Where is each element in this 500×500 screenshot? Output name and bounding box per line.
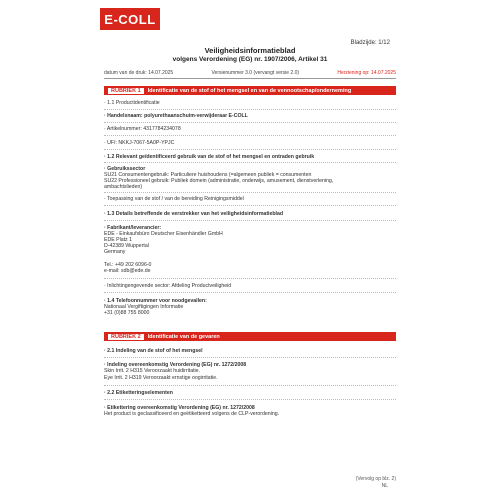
section-2-label: RUBRIEK 2 [108,334,144,340]
text-line: EDE Platz 1 [104,237,132,243]
date-row [104,70,396,79]
divider [104,385,396,386]
text-line: SU22 Professioneel gebruik: Publiek domein (administratie, onderwijs, amusement, dienstverlening, [104,178,334,184]
text-line: D-42389 Wuppertal [104,243,149,249]
section-1-header [104,86,396,95]
version-number: Versienummer 3.0 (vervangt versie 2.0) [211,70,300,76]
divider [104,192,396,193]
text-line: Tel.: +49 202 6096-0 [104,262,152,268]
divider [104,292,396,293]
language-code: NL [381,483,388,489]
text-line: e-mail: sdb@ede.de [104,268,151,274]
text-line: · 1.2 Relevant geïdentificeerd gebruik van de stof of het mengsel en ontraden gebruik [104,154,315,160]
section-2-title: Identificatie van de gevaren [147,333,220,340]
text-line: · Handelsnaam: polyurethaanschuim-verwijderaar E-COLL [104,113,248,119]
document-title: Veiligheidsinformatieblad [204,46,296,55]
text-line: +31 (0)88 755 8000 [104,310,150,316]
divider [104,122,396,123]
text-line: Eye Irrit. 2 H319 Veroorzaakt ernstige oogirritatie. [104,375,218,381]
text-line: · Gebruikssector [104,166,146,172]
text-line: EDE - Einkaufsbüro Deutscher Eisenhändler GmbH [104,231,223,237]
section-1-title: Identificatie van de stof of het mengsel en van de vennootschap/onderneming [147,87,352,94]
text-line: · Inlichtingengevende sector: Afdeling Productveiligheid [104,283,232,289]
text-line: Germany [104,249,126,255]
text-line: · Artikelnummer: 4317784234078 [104,126,181,132]
text-line: · Indeling overeenkomstig Verordening (EG) nr. 1272/2008 [104,362,247,368]
document-subtitle: volgens Verordening (EG) nr. 1907/2006, Artikel 31 [172,56,328,63]
text-line: Nationaal Vergiftigingen Informatie [104,304,184,310]
text-line: · 1.4 Telefoonnummer voor noodgevallen: [104,298,207,304]
divider [104,149,396,150]
e-coll-logo: E-COLL [100,8,160,30]
text-line: · 2.1 Indeling van de stof of het mengsel [104,348,203,354]
text-line: · 1.1 Productidentificatie [104,100,160,106]
divider [104,205,396,206]
divider [104,162,396,163]
text-line: · Fabrikant/leverancier: [104,225,162,231]
divider [104,357,396,358]
section-2-header [104,332,396,341]
text-line: · Toepassing van de stof / van de bereiding Reinigingsmiddel [104,196,244,202]
continued-note: (Vervolg op blz. 2) [355,476,396,482]
divider [104,399,396,400]
page-number: Bladzijde: 1/12 [350,40,390,46]
text-line: · UFI: NKKJ-7067-5A0P-YPJC [104,140,175,146]
text-line: · Etikettering overeenkomstig Verordening (EG) nr. 1272/2008 [104,405,255,411]
text-line: SU21 Consumentengebruik: Particuliere huishoudens (=algemeen publiek = consumenten [104,172,312,178]
revision-date: Herziening op: 14.07.2025 [337,70,396,76]
text-line: · 1.3 Details betreffende de verstrekker van het veiligheidsinformatieblad [104,211,284,217]
divider [104,220,396,221]
divider [104,278,396,279]
text-line: ambachtslieden) [104,184,143,190]
divider [104,109,396,110]
text-line: Het product is geclassificeerd en geëtiketteerd volgens de CLP-verordening. [104,411,280,417]
divider [104,135,396,136]
text-line: · 2.2 Etiketteringselementen [104,390,173,396]
text-line: Skin Irrit. 2 H315 Veroorzaakt huidirritatie. [104,368,201,374]
print-date: datum van de druk: 14.07.2025 [104,70,174,76]
section-1-label: RUBRIEK 1 [108,88,144,94]
